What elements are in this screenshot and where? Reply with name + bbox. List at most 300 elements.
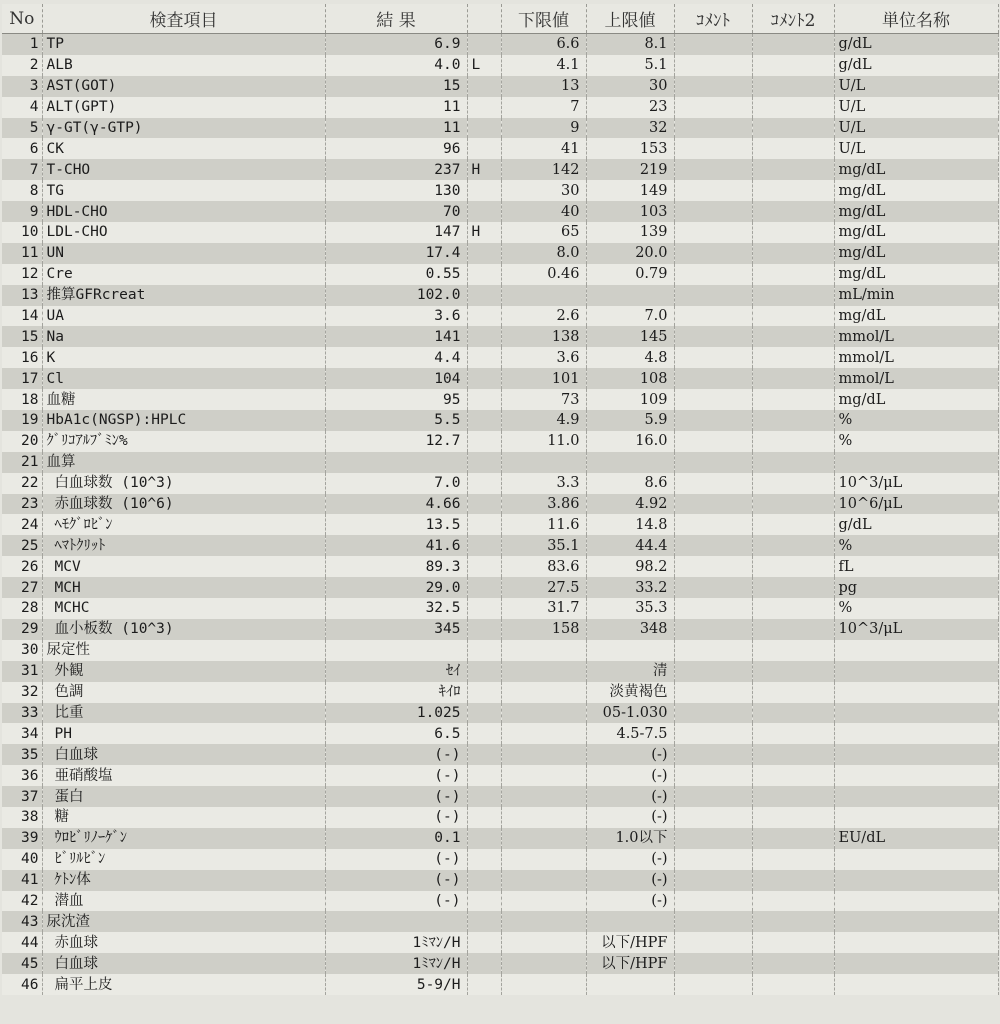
row-unit: mg/dL — [834, 159, 998, 180]
table-row — [2, 180, 998, 201]
table-row — [2, 661, 998, 682]
row-high: 7.0 — [586, 306, 674, 327]
row-comment — [674, 535, 752, 556]
row-high: 4.92 — [586, 494, 674, 515]
row-comment2 — [752, 598, 834, 619]
row-item: PH — [42, 723, 325, 744]
row-high: 109 — [586, 389, 674, 410]
row-flag — [467, 535, 501, 556]
row-unit: mg/dL — [834, 201, 998, 222]
row-comment2 — [752, 786, 834, 807]
row-comment2 — [752, 682, 834, 703]
row-low: 4.9 — [501, 410, 586, 431]
row-low: 9 — [501, 118, 586, 139]
row-high — [586, 974, 674, 995]
table-row — [2, 118, 998, 139]
row-item: Cl — [42, 368, 325, 389]
row-low: 13 — [501, 76, 586, 97]
row-low: 3.86 — [501, 494, 586, 515]
row-comment — [674, 870, 752, 891]
row-unit: mg/dL — [834, 243, 998, 264]
row-low: 31.7 — [501, 598, 586, 619]
row-low — [501, 682, 586, 703]
row-flag — [467, 138, 501, 159]
row-item: ﾍﾏﾄｸﾘｯﾄ — [42, 535, 325, 556]
row-result: (-) — [325, 870, 467, 891]
row-comment2 — [752, 870, 834, 891]
row-low: 30 — [501, 180, 586, 201]
row-no: 4 — [2, 97, 42, 118]
table-row — [2, 326, 998, 347]
row-result: 11 — [325, 97, 467, 118]
row-no: 38 — [2, 807, 42, 828]
row-unit: mg/dL — [834, 389, 998, 410]
row-result: 1ﾐﾏﾝ/H — [325, 932, 467, 953]
row-comment — [674, 765, 752, 786]
table-row — [2, 640, 998, 661]
row-item: 外観 — [42, 661, 325, 682]
row-unit: mg/dL — [834, 180, 998, 201]
row-comment2 — [752, 159, 834, 180]
row-no: 12 — [2, 264, 42, 285]
row-comment2 — [752, 828, 834, 849]
row-comment2 — [752, 201, 834, 222]
row-comment — [674, 452, 752, 473]
row-result: 6.5 — [325, 723, 467, 744]
table-row — [2, 577, 998, 598]
row-flag — [467, 243, 501, 264]
row-unit: U/L — [834, 97, 998, 118]
row-comment2 — [752, 535, 834, 556]
row-comment — [674, 222, 752, 243]
table-row — [2, 765, 998, 786]
row-item: 扁平上皮 — [42, 974, 325, 995]
row-no: 20 — [2, 431, 42, 452]
row-item: ﾍﾓｸﾞﾛﾋﾞﾝ — [42, 514, 325, 535]
row-unit: mmol/L — [834, 368, 998, 389]
row-low — [501, 723, 586, 744]
row-high: 103 — [586, 201, 674, 222]
table-row — [2, 222, 998, 243]
table-row — [2, 410, 998, 431]
row-flag — [467, 849, 501, 870]
row-comment — [674, 431, 752, 452]
row-low — [501, 911, 586, 932]
row-low — [501, 661, 586, 682]
row-low: 83.6 — [501, 556, 586, 577]
row-low: 138 — [501, 326, 586, 347]
row-low: 2.6 — [501, 306, 586, 327]
row-flag — [467, 974, 501, 995]
row-unit: 10^6/μL — [834, 494, 998, 515]
row-item: AST(GOT) — [42, 76, 325, 97]
row-high: 23 — [586, 97, 674, 118]
row-flag — [467, 118, 501, 139]
row-unit — [834, 974, 998, 995]
row-result — [325, 911, 467, 932]
row-unit: EU/dL — [834, 828, 998, 849]
row-item: UN — [42, 243, 325, 264]
row-comment2 — [752, 431, 834, 452]
row-comment — [674, 703, 752, 724]
row-low — [501, 870, 586, 891]
row-comment2 — [752, 911, 834, 932]
row-no: 25 — [2, 535, 42, 556]
row-low — [501, 452, 586, 473]
row-comment — [674, 974, 752, 995]
row-high: 139 — [586, 222, 674, 243]
row-comment2 — [752, 514, 834, 535]
row-item: TP — [42, 34, 325, 55]
row-unit: fL — [834, 556, 998, 577]
row-high: 108 — [586, 368, 674, 389]
row-result: 0.1 — [325, 828, 467, 849]
row-no: 42 — [2, 891, 42, 912]
row-item: TG — [42, 180, 325, 201]
row-high: 清 — [586, 661, 674, 682]
table-row — [2, 138, 998, 159]
row-no: 16 — [2, 347, 42, 368]
row-result: (-) — [325, 786, 467, 807]
row-item: 色調 — [42, 682, 325, 703]
row-unit: pg — [834, 577, 998, 598]
row-unit: mg/dL — [834, 306, 998, 327]
table-row — [2, 723, 998, 744]
row-comment — [674, 97, 752, 118]
row-high: 4.8 — [586, 347, 674, 368]
table-row — [2, 264, 998, 285]
row-result — [325, 452, 467, 473]
row-high: (-) — [586, 765, 674, 786]
row-flag — [467, 953, 501, 974]
table-row — [2, 556, 998, 577]
row-item: 血算 — [42, 452, 325, 473]
table-row — [2, 682, 998, 703]
row-high: 以下/HPF — [586, 953, 674, 974]
row-comment — [674, 368, 752, 389]
table-row — [2, 744, 998, 765]
row-no: 22 — [2, 473, 42, 494]
row-no: 30 — [2, 640, 42, 661]
row-low: 41 — [501, 138, 586, 159]
row-result — [325, 640, 467, 661]
row-item: ﾋﾞﾘﾙﾋﾞﾝ — [42, 849, 325, 870]
row-low: 73 — [501, 389, 586, 410]
row-comment2 — [752, 326, 834, 347]
row-result: 4.4 — [325, 347, 467, 368]
row-comment — [674, 932, 752, 953]
row-low: 3.3 — [501, 473, 586, 494]
row-result: (-) — [325, 891, 467, 912]
row-high: (-) — [586, 870, 674, 891]
row-comment — [674, 285, 752, 306]
row-comment2 — [752, 744, 834, 765]
table-row — [2, 598, 998, 619]
row-low: 40 — [501, 201, 586, 222]
row-high — [586, 452, 674, 473]
row-flag — [467, 97, 501, 118]
row-comment — [674, 138, 752, 159]
row-result: 3.6 — [325, 306, 467, 327]
row-item: 白血球 — [42, 744, 325, 765]
row-unit: % — [834, 410, 998, 431]
row-no: 45 — [2, 953, 42, 974]
table-row — [2, 932, 998, 953]
row-high — [586, 911, 674, 932]
row-no: 10 — [2, 222, 42, 243]
row-high: (-) — [586, 744, 674, 765]
row-high: 05-1.030 — [586, 703, 674, 724]
row-unit: mg/dL — [834, 264, 998, 285]
row-unit — [834, 953, 998, 974]
row-unit: mg/dL — [834, 222, 998, 243]
row-low — [501, 953, 586, 974]
table-row — [2, 76, 998, 97]
row-high: 淡黄褐色 — [586, 682, 674, 703]
row-flag: H — [467, 159, 501, 180]
table-row — [2, 619, 998, 640]
row-low — [501, 807, 586, 828]
row-result: 1ﾐﾏﾝ/H — [325, 953, 467, 974]
row-item: 比重 — [42, 703, 325, 724]
row-item: 潜血 — [42, 891, 325, 912]
row-flag — [467, 494, 501, 515]
row-no: 23 — [2, 494, 42, 515]
row-result: (-) — [325, 807, 467, 828]
row-comment2 — [752, 389, 834, 410]
row-no: 7 — [2, 159, 42, 180]
row-low — [501, 849, 586, 870]
row-no: 43 — [2, 911, 42, 932]
row-high — [586, 640, 674, 661]
row-flag — [467, 34, 501, 55]
row-result: 11 — [325, 118, 467, 139]
row-low: 101 — [501, 368, 586, 389]
row-comment — [674, 118, 752, 139]
row-result: 5.5 — [325, 410, 467, 431]
row-unit: % — [834, 431, 998, 452]
row-comment — [674, 640, 752, 661]
row-high: 1.0以下 — [586, 828, 674, 849]
row-comment2 — [752, 494, 834, 515]
row-result: 4.0 — [325, 55, 467, 76]
row-comment2 — [752, 222, 834, 243]
row-result: 13.5 — [325, 514, 467, 535]
row-high — [586, 285, 674, 306]
row-no: 40 — [2, 849, 42, 870]
row-unit — [834, 744, 998, 765]
row-high: (-) — [586, 891, 674, 912]
row-flag — [467, 285, 501, 306]
row-unit — [834, 723, 998, 744]
row-high: 20.0 — [586, 243, 674, 264]
row-high: 145 — [586, 326, 674, 347]
row-item: 白血球 — [42, 953, 325, 974]
row-no: 27 — [2, 577, 42, 598]
row-item: ALB — [42, 55, 325, 76]
row-flag — [467, 180, 501, 201]
row-item: 血糖 — [42, 389, 325, 410]
row-result: (-) — [325, 744, 467, 765]
row-item: HbA1c(NGSP):HPLC — [42, 410, 325, 431]
row-high: 8.1 — [586, 34, 674, 55]
row-no: 8 — [2, 180, 42, 201]
row-result: 141 — [325, 326, 467, 347]
row-item: MCHC — [42, 598, 325, 619]
row-unit: 10^3/μL — [834, 473, 998, 494]
row-high: 44.4 — [586, 535, 674, 556]
row-no: 32 — [2, 682, 42, 703]
row-result: 29.0 — [325, 577, 467, 598]
row-item: 赤血球 — [42, 932, 325, 953]
row-comment — [674, 849, 752, 870]
row-comment — [674, 347, 752, 368]
header-comment: ｺﾒﾝﾄ — [674, 4, 752, 34]
row-high: (-) — [586, 786, 674, 807]
table-row — [2, 911, 998, 932]
row-unit: U/L — [834, 118, 998, 139]
row-result: (-) — [325, 765, 467, 786]
row-unit — [834, 703, 998, 724]
row-high: 5.1 — [586, 55, 674, 76]
row-comment — [674, 891, 752, 912]
row-comment — [674, 76, 752, 97]
row-flag — [467, 723, 501, 744]
row-no: 26 — [2, 556, 42, 577]
row-item: K — [42, 347, 325, 368]
row-flag — [467, 911, 501, 932]
row-high: (-) — [586, 807, 674, 828]
row-comment — [674, 410, 752, 431]
row-comment2 — [752, 891, 834, 912]
row-flag — [467, 556, 501, 577]
row-comment2 — [752, 347, 834, 368]
row-low: 4.1 — [501, 55, 586, 76]
row-result: 70 — [325, 201, 467, 222]
table-row — [2, 514, 998, 535]
row-comment — [674, 55, 752, 76]
row-comment2 — [752, 138, 834, 159]
row-low — [501, 744, 586, 765]
row-result: 1.025 — [325, 703, 467, 724]
row-no: 41 — [2, 870, 42, 891]
row-no: 14 — [2, 306, 42, 327]
row-comment2 — [752, 932, 834, 953]
row-flag — [467, 577, 501, 598]
table-row — [2, 159, 998, 180]
row-flag — [467, 619, 501, 640]
row-unit — [834, 452, 998, 473]
row-flag — [467, 828, 501, 849]
row-flag — [467, 389, 501, 410]
table-row — [2, 974, 998, 995]
row-comment — [674, 201, 752, 222]
row-no: 11 — [2, 243, 42, 264]
row-low — [501, 828, 586, 849]
row-comment — [674, 556, 752, 577]
row-high: 0.79 — [586, 264, 674, 285]
row-comment2 — [752, 640, 834, 661]
row-low — [501, 974, 586, 995]
row-low: 158 — [501, 619, 586, 640]
row-no: 9 — [2, 201, 42, 222]
row-unit — [834, 849, 998, 870]
row-low: 65 — [501, 222, 586, 243]
row-item: ｸﾞﾘｺｱﾙﾌﾞﾐﾝ% — [42, 431, 325, 452]
row-item: γ-GT(γ-GTP) — [42, 118, 325, 139]
row-no: 31 — [2, 661, 42, 682]
row-comment — [674, 744, 752, 765]
row-low: 3.6 — [501, 347, 586, 368]
row-comment2 — [752, 556, 834, 577]
table-row — [2, 535, 998, 556]
row-comment — [674, 619, 752, 640]
row-comment — [674, 828, 752, 849]
table-row — [2, 97, 998, 118]
row-comment2 — [752, 723, 834, 744]
row-item: MCH — [42, 577, 325, 598]
row-result: 32.5 — [325, 598, 467, 619]
row-comment — [674, 953, 752, 974]
row-low: 6.6 — [501, 34, 586, 55]
row-comment2 — [752, 34, 834, 55]
row-unit: g/dL — [834, 514, 998, 535]
row-flag — [467, 473, 501, 494]
row-high: 219 — [586, 159, 674, 180]
table-row — [2, 431, 998, 452]
row-item: 血小板数 (10^3) — [42, 619, 325, 640]
row-high: 153 — [586, 138, 674, 159]
row-low — [501, 703, 586, 724]
row-comment — [674, 514, 752, 535]
row-result: 6.9 — [325, 34, 467, 55]
row-result: 0.55 — [325, 264, 467, 285]
table-row — [2, 347, 998, 368]
table-row — [2, 828, 998, 849]
row-flag — [467, 201, 501, 222]
row-item: UA — [42, 306, 325, 327]
row-comment — [674, 389, 752, 410]
row-flag — [467, 786, 501, 807]
row-flag — [467, 682, 501, 703]
row-comment2 — [752, 180, 834, 201]
row-result: 147 — [325, 222, 467, 243]
row-low: 11.6 — [501, 514, 586, 535]
row-high: 348 — [586, 619, 674, 640]
row-comment2 — [752, 619, 834, 640]
row-unit: g/dL — [834, 55, 998, 76]
row-result: (-) — [325, 849, 467, 870]
row-comment2 — [752, 849, 834, 870]
row-item: MCV — [42, 556, 325, 577]
header-low: 下限値 — [501, 4, 586, 34]
row-item: T-CHO — [42, 159, 325, 180]
row-low: 27.5 — [501, 577, 586, 598]
row-comment2 — [752, 703, 834, 724]
row-item: ｹﾄﾝ体 — [42, 870, 325, 891]
row-unit: mmol/L — [834, 347, 998, 368]
row-comment — [674, 473, 752, 494]
row-comment — [674, 661, 752, 682]
row-low: 8.0 — [501, 243, 586, 264]
row-no: 6 — [2, 138, 42, 159]
row-unit: mmol/L — [834, 326, 998, 347]
row-high: 5.9 — [586, 410, 674, 431]
row-comment — [674, 494, 752, 515]
row-item: 白血球数 (10^3) — [42, 473, 325, 494]
row-result: 89.3 — [325, 556, 467, 577]
row-unit: 10^3/μL — [834, 619, 998, 640]
